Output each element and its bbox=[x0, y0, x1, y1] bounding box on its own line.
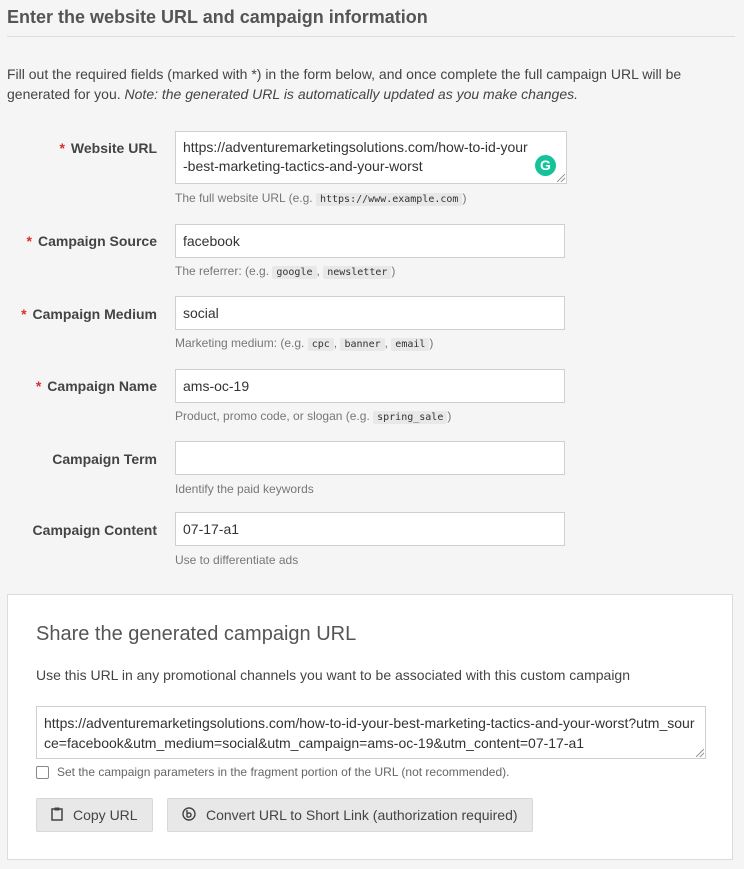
campaign-source-help: The referrer: (e.g. google , newsletter ) bbox=[175, 264, 396, 278]
website-url-help: The full website URL (e.g. https://www.example.com ) bbox=[175, 191, 467, 205]
required-marker: * bbox=[59, 140, 65, 156]
grammarly-icon[interactable]: G bbox=[535, 155, 556, 176]
website-url-value: https://adventuremarketingsolutions.com/how-to-id-your-best-marketing-tactics-and-your-worst bbox=[183, 139, 528, 174]
campaign-name-input[interactable]: ams-oc-19 bbox=[175, 369, 565, 403]
campaign-term-label: Campaign Term bbox=[52, 451, 157, 467]
copy-url-button[interactable] bbox=[36, 798, 153, 832]
short-link-button[interactable] bbox=[167, 798, 533, 832]
share-title: Share the generated campaign URL bbox=[36, 623, 357, 645]
generated-url-field[interactable] bbox=[36, 706, 706, 759]
campaign-name-label: * Campaign Name bbox=[35, 378, 157, 394]
website-url-label: * Website URL bbox=[59, 140, 157, 156]
fragment-checkbox[interactable] bbox=[36, 766, 49, 779]
campaign-content-label: Campaign Content bbox=[32, 522, 157, 538]
campaign-medium-help: Marketing medium: (e.g. cpc , banner , email ) bbox=[175, 336, 434, 350]
campaign-source-label: * Campaign Source bbox=[26, 233, 157, 249]
page-title: Enter the website URL and campaign information bbox=[7, 7, 428, 27]
help-example-code: banner bbox=[340, 338, 384, 351]
share-panel bbox=[7, 594, 733, 860]
campaign-source-input[interactable]: facebook bbox=[175, 224, 565, 258]
intro-note: Note: the generated URL is automatically updated as you make changes. bbox=[124, 86, 578, 102]
share-description: Use this URL in any promotional channels you want to be associated with this custom campaign bbox=[36, 667, 631, 683]
campaign-medium-label: * Campaign Medium bbox=[21, 306, 157, 322]
help-example-code: newsletter bbox=[323, 266, 391, 279]
resize-handle-icon[interactable] bbox=[696, 749, 704, 757]
campaign-term-help: Identify the paid keywords bbox=[175, 482, 314, 496]
fragment-option[interactable] bbox=[36, 765, 509, 779]
help-example-code: spring_sale bbox=[373, 411, 447, 424]
short-link-label: Convert URL to Short Link (authorization required) bbox=[206, 807, 518, 823]
website-url-field[interactable] bbox=[175, 131, 567, 184]
help-example-code: cpc bbox=[308, 338, 334, 351]
help-example-code: email bbox=[391, 338, 429, 351]
required-marker: * bbox=[35, 378, 42, 394]
resize-handle-icon[interactable] bbox=[557, 174, 565, 182]
clipboard-icon bbox=[51, 807, 63, 824]
fragment-checkbox-label: Set the campaign parameters in the fragment portion of the URL (not recommended). bbox=[57, 765, 510, 779]
campaign-term-input[interactable] bbox=[175, 441, 565, 475]
campaign-medium-input[interactable]: social bbox=[175, 296, 565, 330]
help-example-code: google bbox=[272, 266, 316, 279]
copy-url-label: Copy URL bbox=[73, 807, 138, 823]
section-header bbox=[7, 6, 735, 37]
help-example-code: https://www.example.com bbox=[316, 193, 462, 206]
required-marker: * bbox=[21, 306, 27, 322]
campaign-name-help: Product, promo code, or slogan (e.g. spring_sale ) bbox=[175, 409, 452, 423]
intro-body: Fill out the required fields (marked with *) in the form below, and once complete the full campaign URL will be generated for you. bbox=[7, 66, 682, 102]
campaign-content-input[interactable]: 07-17-a1 bbox=[175, 512, 565, 546]
intro-text bbox=[7, 64, 737, 104]
campaign-content-help: Use to differentiate ads bbox=[175, 553, 299, 567]
link-badge-icon bbox=[182, 807, 196, 824]
generated-url-value: https://adventuremarketingsolutions.com/how-to-id-your-best-marketing-tactics-and-your-worst?utm_source=facebook&utm_medium=social&utm_campaign=ams-oc-19&utm_content=07-17-a1 bbox=[44, 715, 695, 751]
required-marker: * bbox=[26, 233, 32, 249]
